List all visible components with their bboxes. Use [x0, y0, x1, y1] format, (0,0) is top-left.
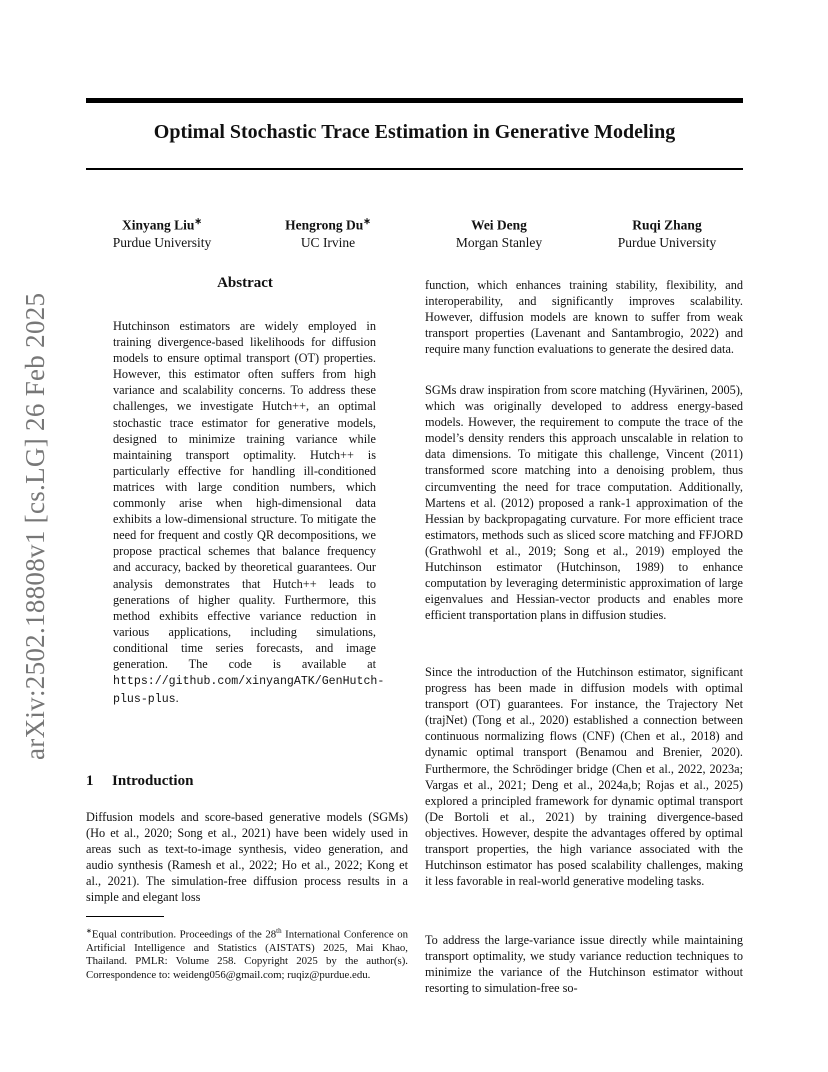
author-name: Hengrong Du∗ [285, 216, 371, 233]
author-block [248, 213, 408, 251]
author-name: Wei Deng [471, 217, 527, 233]
body-paragraph: SGMs draw inspiration from score matching (Hyvärinen, 2005), which was originally developed to address energy-based models. However, the requirement to compute the trace of the model’s density renders this approach unscalable in relation to data dimensions. To mitigate this challenge, Vincent (2011) transformed score matching into a denoising problem, thus circumventing the need for trace computation. Additionally, Martens et al. (2012) proposed a rank-1 approximation of the Hessian by backpropagating curvature. For more efficient trace estimators, methods such as sliced score matching and FFJORD (Grathwohl et al., 2019; Song et al., 2019) employed the Hutchinson estimator (Hutchinson, 1989) to enhance computation by leveraging deterministic approximation of large eigenvalues and Hessian-vector products and enables more efficient transportation plans in diffusion studies. [425, 383, 743, 623]
title-bottom-rule [86, 168, 743, 170]
author-name: Xinyang Liu∗ [122, 216, 202, 233]
abstract-heading: Abstract [217, 275, 273, 291]
body-paragraph: To address the large-variance issue directly while maintaining transport optimality, we study variance reduction techniques to minimize the variance of the Hutchinson estimator without resorting to simulation-free so- [425, 933, 743, 996]
author-affiliation: Purdue University [617, 234, 717, 250]
paper-title: Optimal Stochastic Trace Estimation in Generative Modeling [153, 121, 676, 143]
intro-paragraph: Diffusion models and score-based generative models (SGMs) (Ho et al., 2020; Song et al., 2021) have been widely used in areas such as text-to-image synthesis, video generation, and audio synthesis (Ramesh et al., 2022; Ho et al., 2022; Kong et al., 2021). The simulation-free diffusion process results in a simple and elegant loss [86, 810, 408, 905]
author-affiliation: Purdue University [112, 234, 212, 250]
title-top-rule [86, 98, 743, 103]
abstract-text: Hutchinson estimators are widely employed in training divergence-based likelihoods for diffusion models to ensure optimal transport (OT) properties. However, this estimator often suffers from high variance and scalability concerns. To address these challenges, we investigate Hutch++, an optimal stochastic trace estimator for generative models, designed to minimize training variance while maintaining transport optimality. Hutch++ is particularly effective for handling ill-conditioned matrices with large condition numbers, which commonly arise when high-dimensional data exhibits a low-dimensional structure. To mitigate the need for frequent and costly QR decompositions, we propose practical schemes that balance frequency and accuracy, backed by theoretical guarantees. Our analysis demonstrates that Hutch++ leads to generations of higher quality. Furthermore, this method exhibits effective variance reduction in various applications, including simulations, conditional time series forecasts, and image generation. The code is available at https://github.com/xinyangATK/GenHutch-plus-plus. [113, 319, 385, 707]
author-affiliation: Morgan Stanley [455, 234, 543, 250]
footnote-rule [86, 916, 164, 917]
author-block [587, 213, 747, 251]
body-paragraph: function, which enhances training stability, flexibility, and interoperability, and significantly improves scalability. However, diffusion models are known to suffer from weak transport properties (Lavenant and Santambrogio, 2022) and require many function evaluations to generate the desired data. [425, 278, 743, 357]
author-block [419, 213, 579, 251]
author-name: Ruqi Zhang [632, 217, 702, 233]
arxiv-side-stamp: arXiv:2502.18808v1 [cs.LG] 26 Feb 2025 [20, 292, 50, 760]
author-block [82, 213, 242, 251]
author-affiliation: UC Irvine [300, 234, 356, 250]
code-link[interactable]: https://github.com/xinyangATK/GenHutch-plus-plus [113, 675, 385, 707]
section-heading: 1 Introduction [86, 773, 194, 789]
footnote: ∗Equal contribution. Proceedings of the 28th International Conference on Artificial Intelligence and Statistics (AISTATS) 2025, Mai Khao, Thailand. PMLR: Volume 258. Copyright 2025 by the author(s). Correspondence to: weideng056@gmail.com; ruqiz@purdue.edu. [86, 927, 408, 981]
body-paragraph: Since the introduction of the Hutchinson estimator, significant progress has been made in diffusion models with optimal transport (OT) guarantees. For instance, the Trajectory Net (trajNet) (Tong et al., 2020) established a connection between continuous normalizing flows (CNF) (Chen et al., 2018) and dynamic optimal transport (Benamou and Brenier, 2020). Furthermore, the Schrödinger bridge (Chen et al., 2022, 2023a; Vargas et al., 2021; Deng et al., 2024a,b; Rojas et al., 2025) explored a principled framework for dynamic optimal transport (De Bortoli et al., 2021) by training divergence-based objectives. However, despite the advantages offered by optimal transport properties, the high variance associated with the Hutchinson estimator has posed scalability challenges, making it less favorable in real-world generative modeling tasks. [425, 665, 743, 889]
